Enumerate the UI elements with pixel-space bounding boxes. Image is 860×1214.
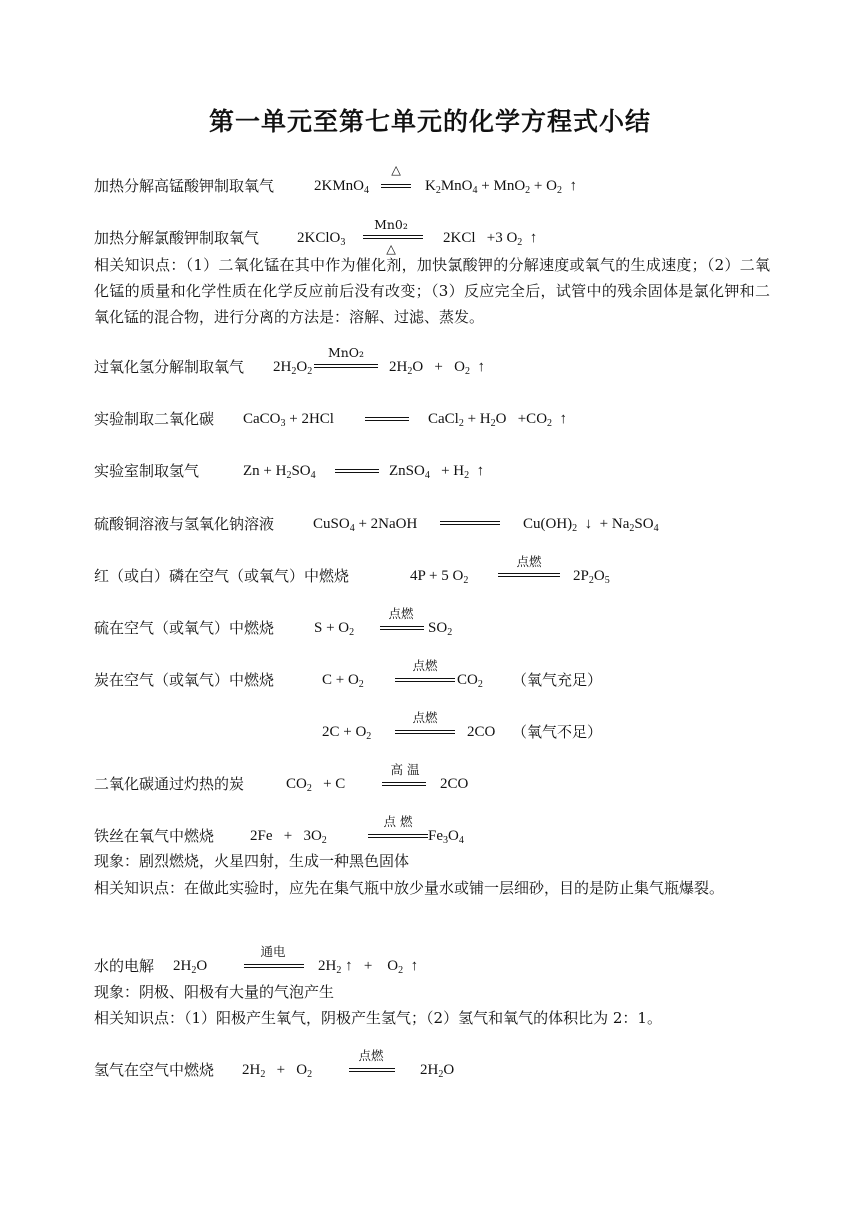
- eq2-reactants: 2KClO$_3$: [297, 230, 346, 248]
- eq13-description: 水的电解: [94, 957, 155, 975]
- eq3-products: $2H_2O + O_2$ ↑: [389, 359, 485, 377]
- eq2-description: 加热分解氯酸钾制取氧气: [94, 229, 260, 247]
- eq2-condition-top: Mn0₂: [374, 217, 408, 232]
- eq11-equals-sign: [382, 782, 426, 786]
- eq10-equals-sign: [395, 730, 455, 734]
- eq12-description: 铁丝在氧气中燃烧: [94, 827, 215, 845]
- eq8-equals-sign: [380, 626, 424, 630]
- eq3-description: 过氧化氢分解制取氧气: [94, 358, 245, 376]
- eq9-note: （氧气充足）: [512, 671, 603, 689]
- eq3-reactants: $2H_2O_2$: [273, 359, 313, 377]
- eq9-products: $CO_2$: [457, 672, 483, 690]
- eq13-condition: 通电: [260, 944, 286, 959]
- eq3-equals-sign: [314, 364, 378, 368]
- eq5-description: 实验室制取氢气: [94, 462, 200, 480]
- eq12-products: $Fe_3O_4$: [428, 828, 464, 846]
- eq14-products: $2H_2O$: [420, 1062, 455, 1080]
- eq12-observation: 现象：剧烈燃烧，火星四射，生成一种黑色固体: [94, 852, 410, 870]
- eq4-equals-sign: [365, 417, 409, 421]
- eq6-products: $Cu(OH)_2$ ↓ + $Na_2SO_4$: [523, 516, 659, 534]
- eq8-reactants: $S + O_2$: [314, 620, 355, 638]
- eq14-equals-sign: [349, 1068, 395, 1072]
- eq11-description: 二氧化碳通过灼热的炭: [94, 775, 245, 793]
- eq12-reactants: $2Fe + 3O_2$: [250, 828, 327, 846]
- eq2-products: 2KCl +3 $O_2$ ↑: [443, 230, 538, 248]
- eq9-equals-sign: [395, 678, 455, 682]
- eq11-reactants: $CO_2 + C$: [286, 776, 346, 794]
- eq13-observation: 现象：阴极、阳极有大量的气泡产生: [94, 983, 335, 1001]
- eq5-reactants: $Zn + H_2SO_4$: [243, 463, 316, 481]
- eq14-reactants: $2H_2 + O_2$: [242, 1062, 313, 1080]
- eq8-products: $SO_2$: [428, 620, 453, 638]
- eq7-products: $2P_2O_5$: [573, 568, 610, 586]
- eq7-description: 红（或白）磷在空气（或氧气）中燃烧: [94, 567, 350, 585]
- eq4-description: 实验制取二氧化碳: [94, 410, 215, 428]
- eq10-reactants: $2C + O_2$: [322, 724, 372, 742]
- eq5-equals-sign: [335, 469, 379, 473]
- eq2-knowledge-note: 相关知识点：（1）二氧化锰在其中作为催化剂，加快氯酸钾的分解速度或氧气的生成速度；（2）二氧化锰的质量和化学性质在化学反应前后没有改变；（3）反应完全后，试管中的残余固体是氯化钾和二氧化锰的混合物，进行分离的方法是：溶解、过滤、蒸发。: [94, 256, 770, 326]
- eq1-reactants: 2KMnO$_4$: [314, 178, 370, 196]
- eq5-products: ZnSO$_4$ + $H_2$ ↑: [389, 463, 485, 481]
- eq9-description: 炭在空气（或氧气）中燃烧: [94, 671, 275, 689]
- eq10-condition: 点燃: [412, 710, 438, 725]
- eq7-reactants: 4P + 5 $O_2$: [410, 568, 469, 586]
- eq1-products: $K_2MnO_4 + MnO_2 + O_2$ ↑: [425, 178, 577, 196]
- eq1-description: 加热分解高锰酸钾制取氧气: [94, 177, 275, 195]
- eq10-products: 2CO: [467, 724, 496, 740]
- page-title: 第一单元至第七单元的化学方程式小结: [208, 107, 651, 136]
- eq11-products: 2CO: [440, 776, 469, 792]
- eq7-condition: 点燃: [516, 554, 542, 569]
- eq3-condition: MnO₂: [327, 345, 365, 360]
- eq14-description: 氢气在空气中燃烧: [94, 1061, 215, 1079]
- eq9-reactants: $C + O_2$: [322, 672, 364, 690]
- eq7-equals-sign: [498, 573, 560, 577]
- eq2-equals-sign: [363, 235, 423, 239]
- eq10-note: （氧气不足）: [512, 723, 603, 741]
- eq13-knowledge-note: 相关知识点：（1）阳极产生氧气，阴极产生氢气；（2）氢气和氧气的体积比为 2：1。: [94, 1009, 662, 1027]
- eq8-condition: 点燃: [388, 606, 414, 621]
- eq8-description: 硫在空气（或氧气）中燃烧: [94, 619, 275, 637]
- eq6-description: 硫酸铜溶液与氢氧化钠溶液: [94, 515, 275, 533]
- eq4-products: CaCl$_2$ + $H_2O +CO_2$ ↑: [428, 411, 568, 429]
- eq9-condition: 点燃: [412, 658, 438, 673]
- eq11-condition: 高 温: [390, 762, 420, 777]
- eq12-condition: 点 燃: [383, 814, 413, 829]
- eq12-equals-sign: [368, 834, 428, 838]
- eq1-condition: △: [391, 162, 401, 177]
- eq1-equals-sign: [381, 184, 411, 188]
- eq13-products: $2H_2$ ↑ + $O_2$ ↑: [318, 958, 419, 976]
- eq4-reactants: CaCO$_3$ + 2HCl: [243, 411, 334, 429]
- eq12-knowledge-note: 相关知识点：在做此实验时，应先在集气瓶中放少量水或铺一层细砂，目的是防止集气瓶爆裂。: [94, 879, 725, 897]
- eq13-equals-sign: [244, 964, 304, 968]
- eq6-equals-sign: [440, 521, 500, 525]
- eq6-reactants: CuSO$_4$ + 2NaOH: [313, 516, 418, 534]
- eq13-reactants: $2H_2O$: [173, 958, 208, 976]
- eq14-condition: 点燃: [358, 1048, 384, 1063]
- eq2-condition-bottom: △: [386, 241, 396, 256]
